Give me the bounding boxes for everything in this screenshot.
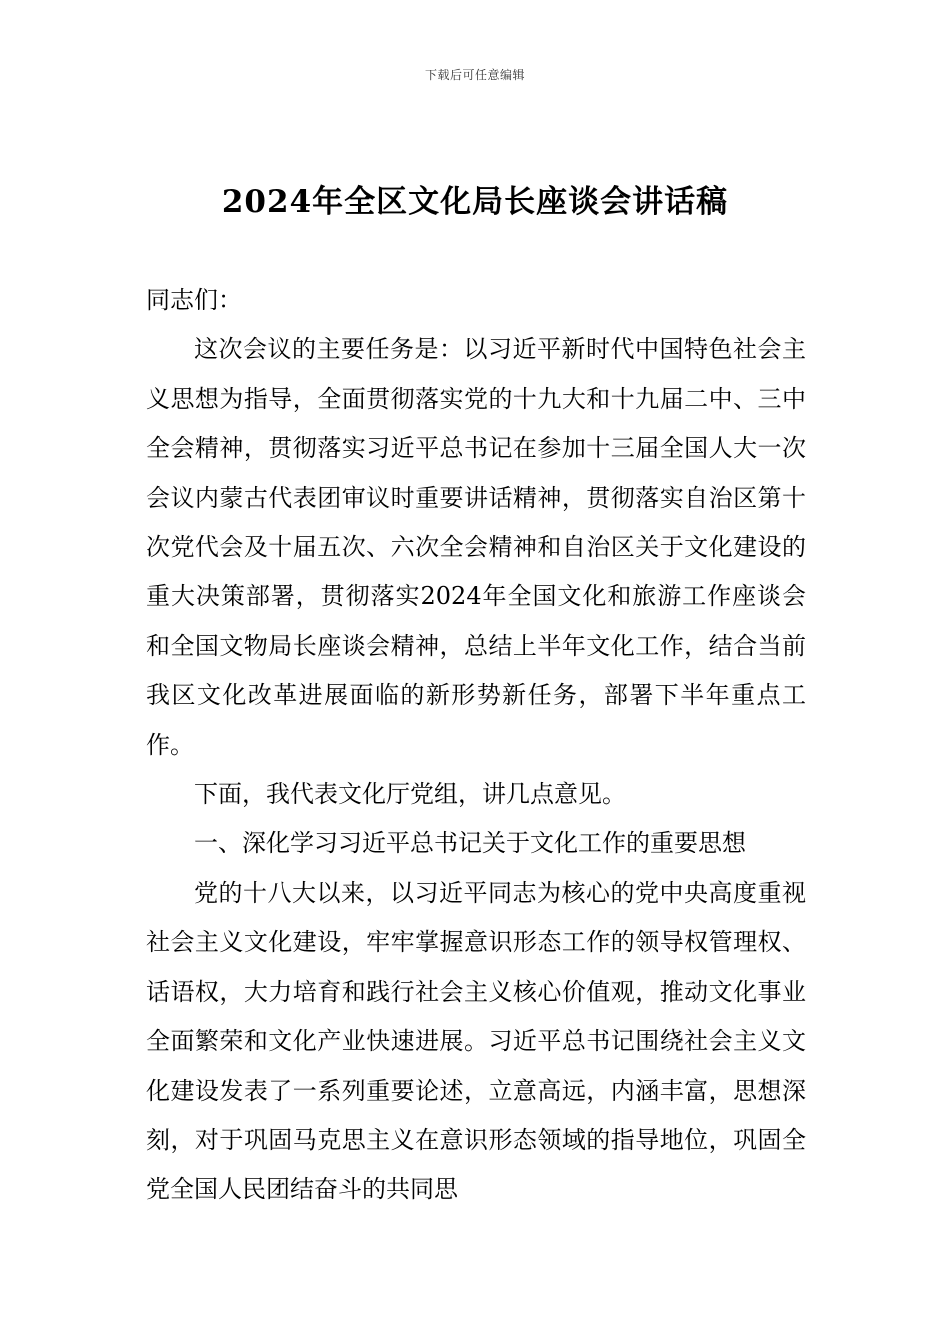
- salutation: 同志们：: [146, 286, 242, 314]
- section-heading-1: 一、深化学习习近平总书记关于文化工作的重要思想: [194, 829, 746, 858]
- document-title: 2024年全区文化局长座谈会讲话稿: [221, 184, 729, 220]
- page-header-note: 下载后可任意编辑: [424, 68, 525, 82]
- paragraph-section-1-body: 党的十八大以来，以习近平同志为核心的党中央高度重视社会主义文化建设，牢牢掌握意识形态工作的领导权管理权、话语权，大力培育和践行社会主义核心价值观，推动文化事业全面繁荣和文化产业快速进展。习近平总书记围绕社会主义文化建设发表了一系列重要论述，立意高远，内涵丰富，思想深刻，对于巩固马克思主义在意识形态领域的指导地位，巩固全党全国人民团结奋斗的共同思: [146, 878, 806, 1204]
- document-body: [146, 276, 806, 1215]
- paragraph-meeting-tasks: 这次会议的主要任务是：以习近平新时代中国特色社会主义思想为指导，全面贯彻落实党的十九大和十九届二中、三中全会精神，贯彻落实习近平总书记在参加十三届全国人大一次会议内蒙古代表团审议时重要讲话精神，贯彻落实自治区第十次党代会及十届五次、六次全会精神和自治区关于文化建设的重大决策部署，贯彻落实2024年全国文化和旅游工作座谈会和全国文物局长座谈会精神，总结上半年文化工作，结合当前我区文化改革进展面临的新形势新任务，部署下半年重点工作。: [146, 335, 806, 759]
- paragraph-intro: 下面，我代表文化厅党组，讲几点意见。: [194, 780, 626, 809]
